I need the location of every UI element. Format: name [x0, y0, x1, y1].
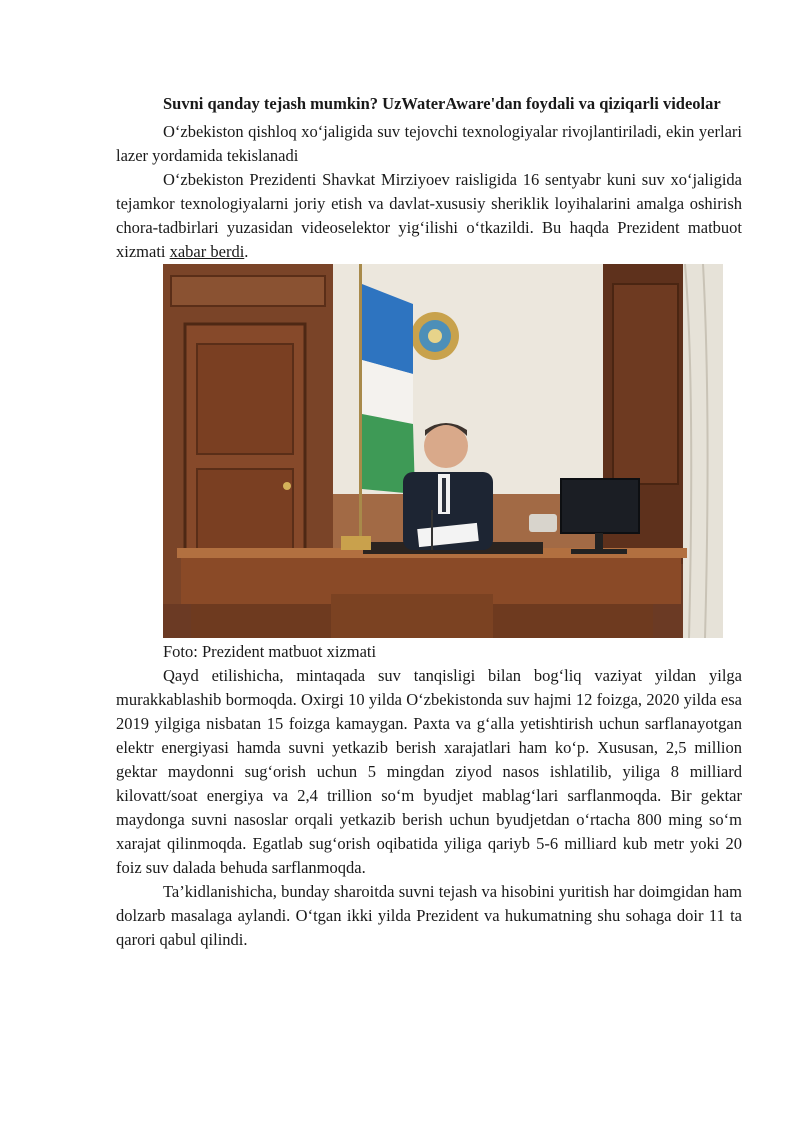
article-photo: [163, 264, 723, 638]
source-link[interactable]: xabar berdi: [169, 242, 245, 261]
photo-caption: Foto: Prezident matbuot xizmati: [163, 642, 377, 661]
president-office-photo: [163, 264, 723, 638]
intro-end: .: [244, 242, 249, 261]
article-subtitle: O‘zbekiston qishloq xo‘jaligida suv tejovchi texnologiyalar rivojlantiriladi, ekin yerlari lazer yordamida tekislanadi: [116, 122, 742, 165]
body-paragraph: Ta’kidlanishicha, bunday sharoitda suvni tejash va hisobini yuritish har doimgidan ham dolzarb masalaga aylandi. O‘tgan ikki yilda Prezident va hukumatning shu sohaga doir 11 ta qarori qabul qilindi.: [116, 882, 742, 949]
body-paragraph: Qayd etilishicha, mintaqada suv tanqisligi bilan bog‘liq vaziyat yildan yilga murakkablashib bormoqda. Oxirgi 10 yilda O‘zbekistonda suv hajmi 12 foizga, 2020 yilda esa 2019 yilgiga nisbatan 15 foizga kamaygan. Paxta va g‘alla yetishtirish uchun sarflanayotgan elektr energiyasi hamda suvni yetkazib berish xarajatlari ham ko‘p. Xususan, 2,5 million gektar maydonni sug‘orish uchun 5 mingdan ziyod nasos ishlatilib, yiliga 8 milliard kilovatt/soat energiya va 2,4 trillion so‘m byudjet mablag‘lari sarflanmoqda. Bir gektar maydonga suvni nasoslar orqali yetkazib berish uchun byudjetdan o‘rtacha 800 ming so‘m xarajat qilinmoqda. Egatlab sug‘orish oqibatida yiliga qariyb 5-6 milliard kub metr yoki 20 foiz suv dalada behuda sarflanmoqda.: [116, 666, 742, 877]
article-title: Suvni qanday tejash mumkin? UzWaterAware'dan foydali va qiziqarli videolar: [163, 94, 721, 113]
intro-paragraph: [116, 168, 742, 264]
document-page: [116, 88, 742, 952]
intro-text: O‘zbekiston Prezidenti Shavkat Mirziyoev raisligida 16 sentyabr kuni suv xo‘jaligida tejamkor texnologiyalarni joriy etish va davlat-xususiy sheriklik loyihalarini amalga oshirish chora-tadbirlari yuzasidan videoselektor yig‘ilishi o‘tkazildi. Bu haqda Prezident matbuot xizmati: [116, 170, 742, 261]
